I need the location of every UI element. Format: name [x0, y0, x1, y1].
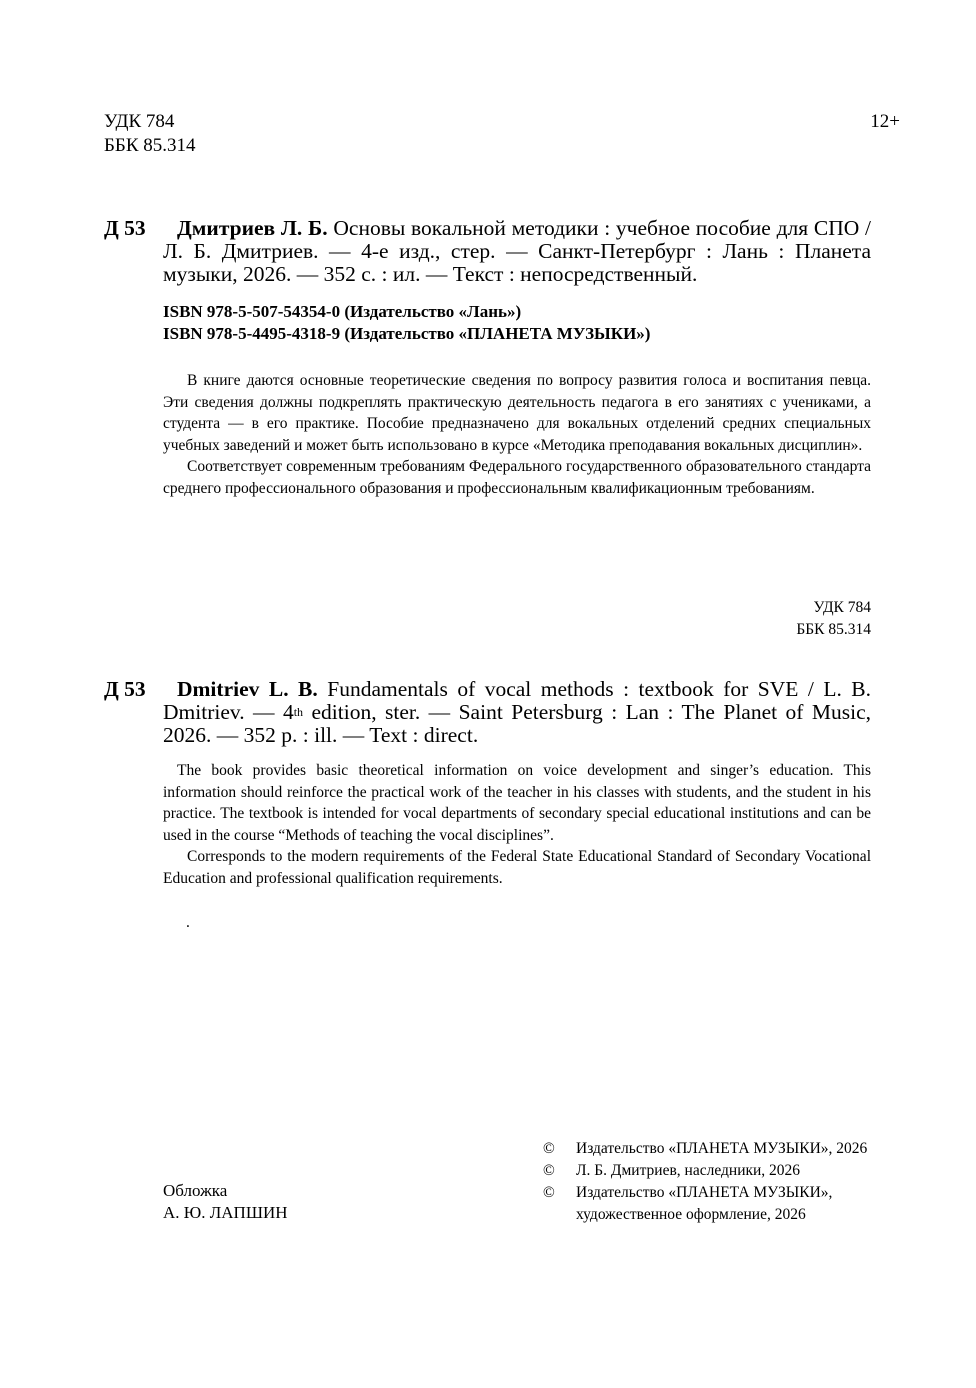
copyright-symbol: ©	[543, 1140, 555, 1157]
en-abstract	[163, 760, 871, 889]
en-udk-code: УДК 784	[813, 599, 871, 616]
age-rating: 12+	[870, 111, 900, 132]
ru-catalog-index: Д 53	[104, 216, 146, 240]
copyright-symbol: ©	[543, 1162, 555, 1179]
ru-abstract-paragraph: В книге даются основные теоретические сведения по вопросу развития голоса и воспитания певца. Эти сведения должны подкреплять практическую деятельность педагога в его занятиях с учениками, а студента — в его практике. Пособие предназначено для вокальных отделений средних специальных учебных заведений и может быть использовано в курсе «Методика преподавания вокальных дисциплин».	[163, 372, 871, 454]
udk-code: УДК 784	[104, 111, 175, 132]
en-abstract-paragraph: The book provides basic theoretical information on voice development and singer’s education. This information should reinforce the practical work of the teacher in his classes with students, and the student in his practice. The textbook is intended for vocal departments of secondary special educational institutions and can be used in the course “Methods of teaching the vocal disciplines”.	[163, 762, 871, 844]
en-bibliographic-text-1: Fundamentals of vocal methods : textbook for SVE / L. B. Dmitriev. — 4	[163, 677, 872, 724]
en-author: Dmitriev L. B.	[177, 677, 318, 701]
isbn-lan: ISBN 978-5-507-54354-0 (Издательство «Лань»)	[163, 302, 522, 321]
cover-label: Обложка	[163, 1181, 228, 1200]
en-bibliographic-text-2: edition, ster. — Saint Petersburg : Lan : The Planet of Music, 2026. — 352 p. : ill. — Text : direct.	[163, 700, 871, 747]
ru-abstract-paragraph: Соответствует современным требованиям Федерального государственного образовательного стандарта среднего профессионального образования и профессиональным квалификационным требованиям.	[163, 458, 871, 497]
ru-author: Дмитриев Л. Б.	[177, 216, 328, 240]
en-abstract-paragraph: Corresponds to the modern requirements of the Federal State Educational Standard of Secondary Vocational Education and professional qualification requirements.	[163, 848, 871, 887]
stray-dot: .	[186, 914, 190, 931]
en-bbk-code: ББК 85.314	[796, 621, 871, 638]
copyright-text: Л. Б. Дмитриев, наследники, 2026	[576, 1162, 801, 1179]
en-edition-superscript: th	[293, 705, 304, 719]
copyright-symbol: ©	[543, 1184, 555, 1201]
copyright-text: Издательство «ПЛАНЕТА МУЗЫКИ», художественное оформление, 2026	[576, 1184, 833, 1223]
ru-abstract	[163, 370, 871, 499]
en-catalog-index: Д 53	[104, 677, 146, 701]
isbn-planeta: ISBN 978-5-4495-4318-9 (Издательство «ПЛАНЕТА МУЗЫКИ»)	[163, 323, 651, 343]
ru-bibliographic-record	[163, 217, 871, 286]
bbk-code: ББК 85.314	[104, 135, 196, 156]
ru-bibliographic-text: Основы вокальной методики : учебное пособие для СПО / Л. Б. Дмитриев. — 4-е изд., стер. — Санкт-Петербург : Лань : Планета музыки, 2026. — 352 с. : ил. — Текст : непосредственный.	[163, 216, 872, 286]
copyright-text: Издательство «ПЛАНЕТА МУЗЫКИ», 2026	[576, 1140, 868, 1157]
en-bibliographic-record	[163, 678, 871, 747]
ru-isbn-block	[163, 301, 871, 344]
cover-artist: А. Ю. ЛАПШИН	[163, 1203, 288, 1222]
copyright-block	[543, 1138, 876, 1228]
